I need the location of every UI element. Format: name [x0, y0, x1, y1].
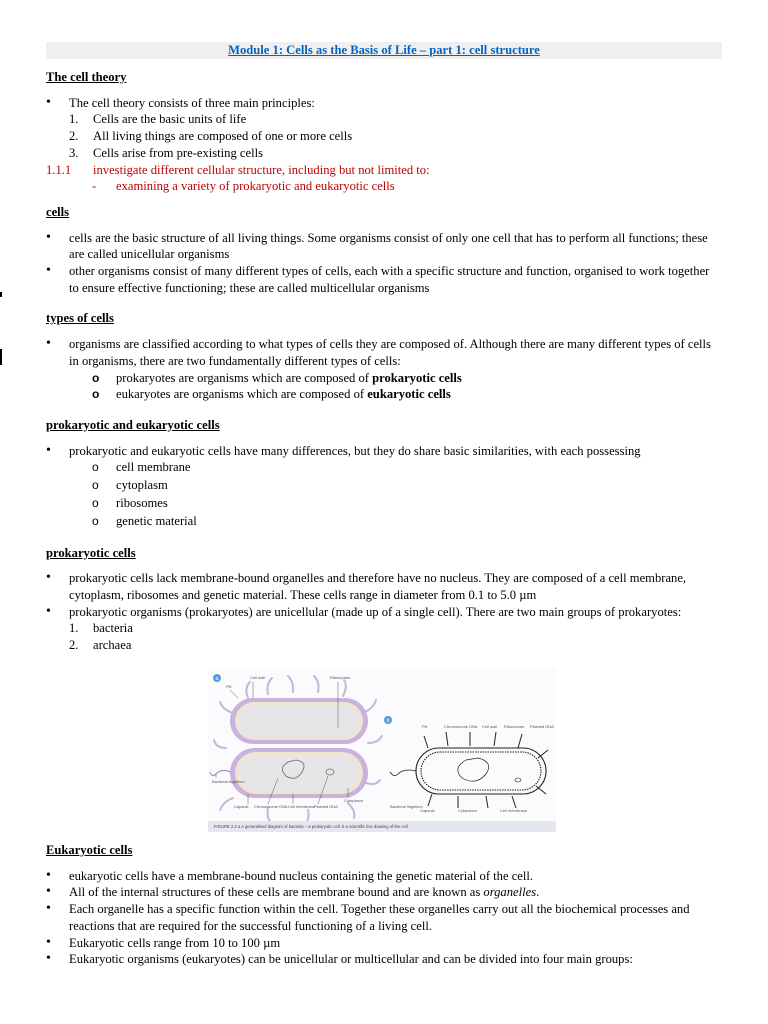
label-chromosome: Chromosome DNA — [254, 804, 288, 809]
margin-mark-1 — [0, 292, 2, 297]
numbered-item: 2. All living things are composed of one or more cells — [69, 129, 353, 144]
sub-item: o cell membrane — [92, 460, 191, 475]
label-b-membrane: Cell membrane — [500, 808, 528, 813]
section-cells — [46, 230, 722, 297]
cell-top-cytoplasm — [238, 705, 360, 737]
section-cell-theory — [46, 95, 722, 195]
syllabus-subpoint: - examining a variety of prokaryotic and eukaryotic cells — [92, 179, 395, 194]
list-item: • The cell theory consists of three main principles: — [46, 95, 722, 112]
heading-eukaryotic-cells: Eukaryotic cells — [46, 843, 133, 857]
sub-item: o genetic material — [92, 513, 197, 528]
label-b-flagellum: Bacterial flagellum — [390, 804, 423, 809]
label-membrane: Cell membrane — [288, 804, 316, 809]
label-capsule: Capsule — [234, 804, 249, 809]
sub-item: o eukaryotes are organisms which are composed of eukaryotic cells — [92, 387, 451, 402]
list-item: • prokaryotic cells lack membrane-bound organelles and therefore have no nucleus. They are composed of a cell membrane, cytoplasm, ribosomes and genetic material. These cells range in diameter from 0.1 to 5.0 µm — [46, 570, 722, 603]
panel-a-label: a — [215, 676, 219, 682]
sub-item: o prokaryotes are organisms which are composed of prokaryotic cells — [92, 370, 462, 385]
list-item: • other organisms consist of many different types of cells, each with a specific structure and function, organised to work together to ensure effective functioning; these are called multicellular organisms — [46, 263, 722, 296]
label-b-cell-wall: Cell wall — [482, 724, 497, 729]
label-ribosomes: Ribosomes — [330, 675, 351, 680]
numbered-item: 3. Cells arise from pre-existing cells — [69, 145, 263, 160]
list-item: • prokaryotic and eukaryotic cells have many differences, but they do share basic similarities, with each possessing — [46, 443, 722, 460]
label-cytoplasm: Cytoplasm — [344, 798, 363, 803]
sub-item: o cytoplasm — [92, 478, 168, 493]
label-b-plasmid: Plasmid DNA — [530, 724, 554, 729]
labels-b — [390, 724, 554, 813]
page-title[interactable]: Module 1: Cells as the Basis of Life – part 1: cell structure — [228, 43, 540, 57]
label-cell-wall: Cell wall — [250, 675, 265, 680]
label-b-cytoplasm: Cytoplasm — [458, 808, 477, 813]
sub-item: o ribosomes — [92, 495, 168, 510]
section-eukaryotic-wrapper — [46, 842, 722, 968]
list-item: • organisms are classified according to what types of cells they are composed of. Although there are many different types of cells in organisms, there are two fundamentally different types of cells: — [46, 336, 722, 369]
label-b-pili: Pili — [422, 724, 428, 729]
label-b-chromosome: Chromosome DNA — [444, 724, 478, 729]
section-prokaryotic-eukaryotic — [46, 443, 722, 531]
panel-b-label: b — [386, 718, 390, 724]
syllabus-requirement: 1.1.1 investigate different cellular structure, including but not limited to: — [46, 162, 430, 177]
panel-b-drawing — [390, 748, 546, 794]
numbered-item: 2. archaea — [69, 638, 132, 653]
numbered-item: 1. bacteria — [69, 621, 133, 636]
margin-mark-2 — [0, 349, 2, 365]
section-eukaryotic-cells — [46, 868, 722, 968]
list-item: • All of the internal structures of these cells are membrane bound and are known as organelles. — [46, 884, 722, 901]
heading-prokaryotic-eukaryotic: prokaryotic and eukaryotic cells — [46, 417, 220, 432]
panel-b-pili — [424, 732, 548, 808]
list-item: • prokaryotic organisms (prokaryotes) are unicellular (made up of a single cell). There are two main groups of prokaryotes: — [46, 604, 722, 621]
heading-types-of-cells: types of cells — [46, 311, 114, 326]
heading-prokaryotic-cells: prokaryotic cells — [46, 545, 136, 560]
title-bar — [46, 42, 722, 59]
label-b-ribosomes: Ribosomes — [504, 724, 525, 729]
list-item: • Each organelle has a specific function within the cell. Together these organelles carry out all the biochemical processes and reactions that are required for the successful functioning of a living cell. — [46, 901, 722, 934]
label-plasmid: Plasmid DNA — [314, 804, 338, 809]
list-item: • Eukaryotic cells range from 10 to 100 µm — [46, 935, 722, 952]
bacteria-diagram — [208, 668, 556, 832]
label-flagellum: Bacterial flagellum — [212, 779, 245, 784]
section-types-of-cells — [46, 336, 722, 403]
flagellum-shape — [210, 770, 230, 775]
label-pili: Pili — [226, 684, 232, 689]
figure-caption: FIGURE 2.2 a A generalised diagram of bacteria – a prokaryotic cell. b a scientific line drawing of the cell — [214, 824, 408, 829]
section-prokaryotic-cells — [46, 570, 722, 654]
bacteria-figure — [208, 668, 556, 832]
list-item: • eukaryotic cells have a membrane-bound nucleus containing the genetic material of the cell. — [46, 868, 722, 885]
numbered-item: 1. Cells are the basic units of life — [69, 112, 247, 127]
heading-cells: cells — [46, 204, 70, 219]
list-item: • cells are the basic structure of all living things. Some organisms consist of only one cell that has to perform all functions; these are called unicellular organisms — [46, 230, 722, 263]
label-b-capsule: Capsule — [420, 808, 435, 813]
heading-cell-theory: The cell theory — [46, 70, 127, 84]
list-item: • Eukaryotic organisms (eukaryotes) can be unicellular or multicellular and can be divided into four main groups: — [46, 951, 722, 968]
